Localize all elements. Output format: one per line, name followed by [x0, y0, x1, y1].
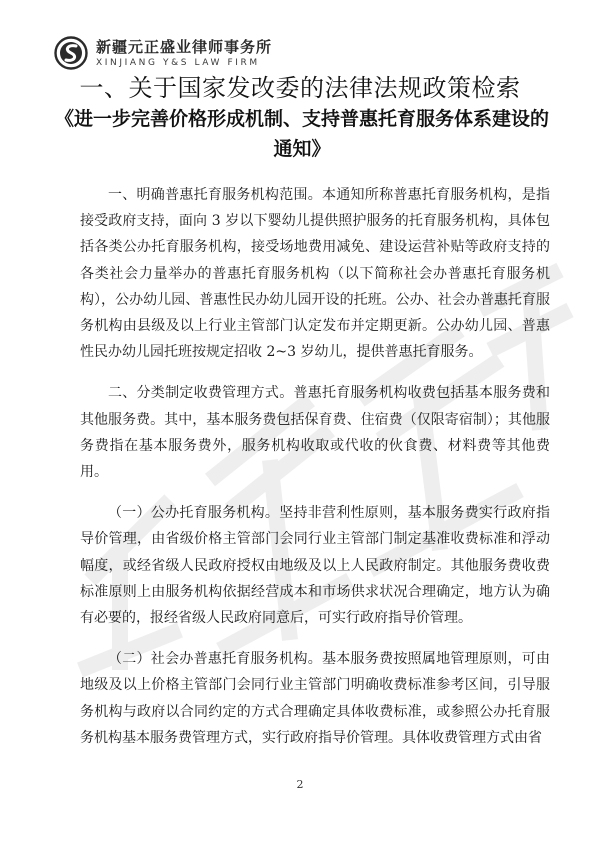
- paragraph-1: 一、明确普惠托育服务机构范围。本通知所称普惠托育服务机构，是指接受政府支持，面向 3 岁以下婴幼儿提供照护服务的托育服务机构，具体包括各类公办托育服务机构，接受场地费用减免、建设运营补贴等政府支持的各类社会力量举办的普惠托育服务机构（以下简称社会办普惠托育服务机构），公办幼儿园、普惠性民办幼儿园开设的托班。公办、社会办普惠托育服务机构由县级及以上行业主管部门认定发布并定期更新。公办幼儿园、普惠性民办幼儿园托班按规定招收 2~3 岁幼儿，提供普惠托育服务。: [80, 187, 550, 361]
- document-body: [80, 182, 550, 766]
- page-number: 2: [296, 778, 304, 791]
- paragraph-2: 二、分类制定收费管理方式。普惠托育服务机构收费包括基本服务费和其他服务费。其中，基本服务费包括保育费、住宿费（仅限寄宿制）；其他服务费指在基本服务费外，服务机构收取或代收的伙食费、材料费等其他费用。: [80, 385, 550, 481]
- page-title: 一、关于国家发改委的法律法规政策检索: [79, 74, 521, 102]
- paragraph-3: （一）公办托育服务机构。坚持非营利性原则，基本服务费实行政府指导价管理，由省级价格主管部门会同行业主管部门制定基准收费标准和浮动幅度，或经省级人民政府授权由地级及以上人民政府制定。其他服务费收费标准原则上由服务机构依据经营成本和市场供求状况合理确定，地方认为确有必要的，报经省级人民政府同意后，可实行政府指导价管理。: [80, 505, 550, 627]
- firm-logo-icon: [54, 36, 88, 70]
- paragraph-4: （二）社会办普惠托育服务机构。基本服务费按照属地管理原则，可由地级及以上价格主管部门会同行业主管部门明确收费标准参考区间，引导服务机构与政府以合同约定的方式合理确定具体收费标准，或参照公办托育服务机构基本服务费管理方式，实行政府指导价管理。具体收费管理方式由省: [80, 651, 550, 746]
- firm-name-cn: 新疆元正盛业律师事务所: [96, 38, 273, 56]
- firm-name-en: XINJIANG Y&S LAW FIRM: [96, 58, 260, 68]
- document-subtitle: 《进一步完善价格形成机制、支持普惠托育服务体系建设的通知》: [54, 108, 549, 160]
